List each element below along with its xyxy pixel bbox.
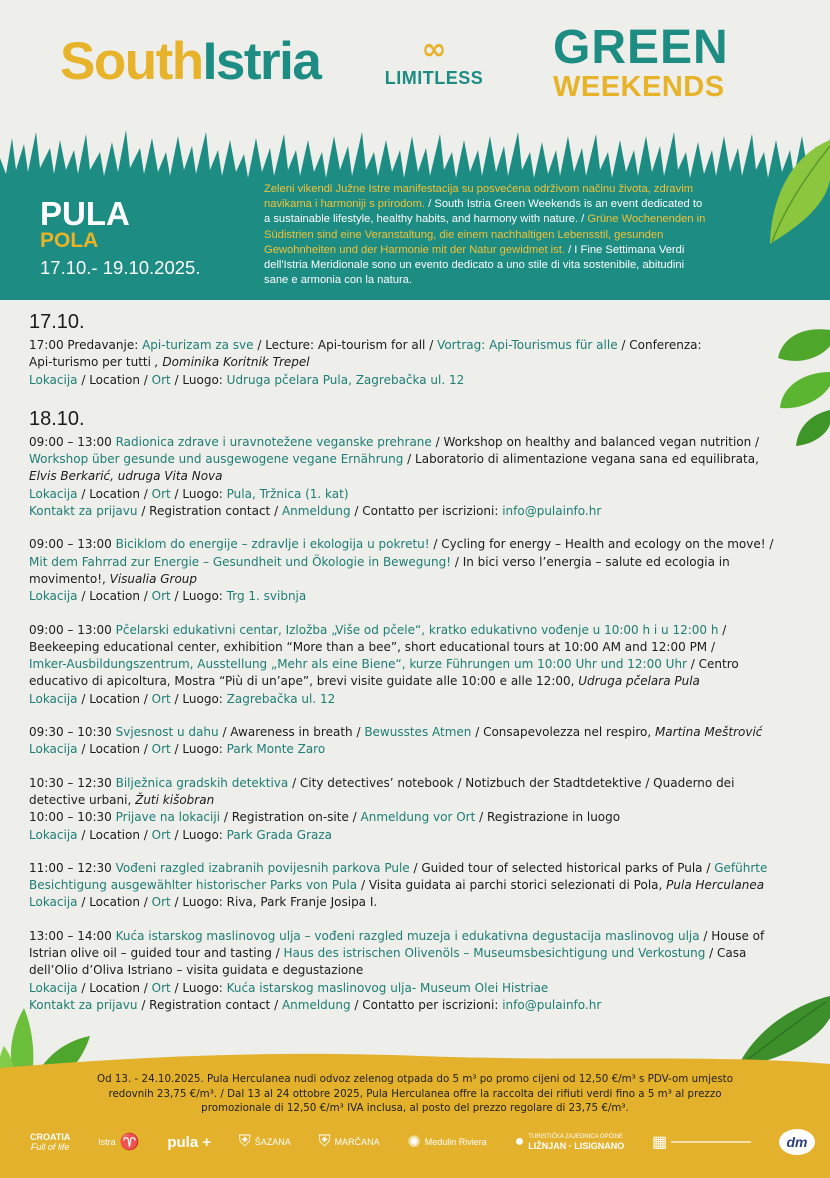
sponsor-logos	[30, 1124, 815, 1160]
goat-icon: ♈	[119, 1134, 140, 1151]
day-heading: 18.10.	[29, 407, 85, 430]
day-heading: 17.10.	[29, 311, 85, 333]
registration-contact: Kontakt za prijavu / Registration contact / Anmeldung / Contatto per iscrizioni: info@pulainfo.hr	[29, 997, 602, 1012]
sun-icon: ✺	[407, 1134, 421, 1151]
event-item: 17:00 Predavanje: Api-turizam za sve / Lecture: Api-tourism for all / Vortrag: Api-Tourismus für alle / Conferenza: Api-turismo per tutti , Dominika Koritnik Trepel Lokacija / Location / Ort / Luogo: Udruga pčelara Pula, Zagrebačka ul. 12	[29, 337, 799, 389]
event-item: 09:00 – 13:00 Biciklom do energije – zdravlje i ekologija u pokretu! / Cycling for energy – Health and ecology on the move! / Mit dem Fahrrad zur Energie – Gesundheit und Ökologie in Bewegung! / In bici verso l’energia – salute ed ecologia in movimento!, Visualia Group Lokacija / Location / Ort / Luogo: Trg 1. svibnja	[29, 536, 799, 605]
infinity-icon: ∞	[421, 32, 447, 67]
liznjan-logo: ● TURISTIČKA ZAJEDNICA OPĆINE LIŽNJAN · LISIGNANO	[514, 1133, 625, 1151]
grid-icon: ▦	[652, 1134, 668, 1151]
event-location: Lokacija / Location / Ort / Luogo: Park Grada Graza	[29, 827, 333, 842]
marcana-logo: ⛨ MARČANA	[318, 1133, 380, 1150]
south-istria-logo: SouthIstria	[60, 32, 321, 91]
event-program	[29, 310, 799, 1014]
event-item: 10:30 – 12:30 Bilježnica gradskih detektiva / City detectives’ notebook / Notizbuch der Stadtdetektive / Quaderno dei detective urbani, Žuti kišobran 10:00 – 10:30 Prijave na lokaciji / Registration on-site / Anmeldung vor Ort / Registrazione in luogo Lokacija / Location / Ort / Luogo: Park Grada Graza	[29, 775, 799, 844]
registration-info: 10:00 – 10:30 Prijave na lokaciji / Registration on-site / Anmeldung vor Ort / Registrazione in luogo	[29, 810, 621, 825]
event-location: Lokacija / Location / Ort / Luogo: Zagrebačka ul. 12	[29, 691, 336, 706]
registration-contact: Kontakt za prijavu / Registration contact / Anmeldung / Contatto per iscrizioni: info@pulainfo.hr	[29, 504, 602, 519]
event-location: Lokacija / Location / Ort / Luogo: Riva, Park Franje Josipa I.	[29, 895, 378, 910]
event-location: Lokacija / Location / Ort / Luogo: Kuća istarskog maslinovog ulja- Museum Olei Histriae	[29, 980, 549, 995]
green-waste-notice: Od 13. - 24.10.2025. Pula Herculanea nudi odvoz zelenog otpada do 5 m³ po promo cijeni od 12,50 €/m³ s PDV-om umjesto redovnih 23,75 €/m³. / Dal 13 al 24 ottobre 2025, Pula Herculanea offre la raccolta dei rifiuti verdi fino a 5 m³ al prezzo promozionale di 12,50 €/m³ IVA inclusa, al posto del prezzo regolare di 23,75 €/m³.	[96, 1073, 734, 1115]
email-link[interactable]: info@pulainfo.hr	[502, 504, 602, 519]
dm-logo: dm	[779, 1129, 815, 1155]
event-location: Lokacija / Location / Ort / Luogo: Udruga pčelara Pula, Zagrebačka ul. 12	[29, 372, 465, 387]
pula-logo: pula +	[167, 1133, 211, 1151]
crest-icon: ⛨	[238, 1133, 251, 1150]
intro-text: Zeleni vikendi Južne Istre manifestacija su posvećena održivom načinu života, zdravim navikama i harmoniji s prirodom. / South Istria Green Weekends is an event dedicated to a sustainable lifestyle, healthy habits, and harmony with nature. / Grüne Wochenenden in Südistrien sind eine Veranstaltung, die einem nachhaltigen Lebensstil, gesunden Gewohnheiten und der Harmonie mit der Natur gewidmet ist. / I Fine Settimana Verdi dell'Istria Meridionale sono un evento dedicato a uno stile di vita sostenibile, abitudini sane e armonia con la natura.	[264, 183, 706, 287]
medulin-logo: ✺ Medulin Riviera	[407, 1134, 487, 1151]
event-item: 11:00 – 12:30 Vođeni razgled izabranih povijesnih parkova Pule / Guided tour of selected historical parks of Pula / Geführte Besichtigung ausgewählter historischer Parks von Pula / Visita guidata ai parchi storici selezionati di Pola, Pula Herculanea Lokacija / Location / Ort / Luogo: Riva, Park Franje Josipa I.	[29, 860, 799, 912]
header	[0, 0, 830, 150]
ministry-logo	[652, 1132, 751, 1152]
green-weekends-logo: GREEN WEEKENDS	[553, 21, 729, 103]
event-item: 09:30 – 10:30 Svjesnost u dahu / Awareness in breath / Bewusstes Atmen / Consapevolezza nel respiro, Martina Meštrović Lokacija / Location / Ort / Luogo: Park Monte Zaro	[29, 724, 799, 759]
limitless-text: LIMITLESS	[384, 68, 484, 88]
leaf-icon	[768, 140, 830, 248]
event-location: Lokacija / Location / Ort / Luogo: Park Monte Zaro	[29, 742, 326, 757]
istra-logo: Istra ♈	[98, 1134, 140, 1151]
sazana-logo: ⛨ ŠAZANA	[238, 1133, 291, 1150]
event-item: 09:00 – 13:00 Pčelarski edukativni centar, Izložba „Više od pčele“, kratko edukativno vođenje u 10:00 h i u 12:00 h / Beekeeping educational center, exhibition “More than a bee”, short educational tours at 10:00 AM and 12:00 PM / Imker-Ausbildungszentrum, Ausstellung „Mehr als eine Biene“, kurze Führungen um 10:00 Uhr und 12:00 Uhr / Centro educativo di apicoltura, Mostra “Più di un’ape”, brevi visite guidate alle 10:00 e alle 12:00, Udruga pčelara Pula Lokacija / Location / Ort / Luogo: Zagrebačka ul. 12	[29, 622, 799, 708]
event-location: Lokacija / Location / Ort / Luogo: Trg 1. svibnja	[29, 589, 307, 604]
limitless-logo	[378, 32, 490, 89]
event-item: 13:00 – 14:00 Kuća istarskog maslinovog ulja – vođeni razgled muzeja i edukativna degustacija maslinovog ulja / House of Istrian olive oil – guided tour and tasting / Haus des istrischen Olivenöls – Museumsbesichtigung und Verkostung / Casa dell’Olio d’Oliva Istriano – visita guidata e degustazione Lokacija / Location / Ort / Luogo: Kuća istarskog maslinovog ulja- Museum Olei Histriae Kontakt za prijavu / Registration contact / Anmeldung / Contatto per iscrizioni: info@pulainfo.hr	[29, 928, 799, 1014]
event-location: Lokacija / Location / Ort / Luogo: Pula, Tržnica (1. kat)	[29, 486, 349, 501]
croatia-logo: CROATIA Full of life	[30, 1132, 71, 1152]
crest-icon: ⛨	[318, 1133, 331, 1150]
event-dates: 17.10.- 19.10.2025.	[40, 257, 201, 278]
event-item: 09:00 – 13:00 Radionica zdrave i uravnotežene veganske prehrane / Workshop on healthy and balanced vegan nutrition / Workshop über gesunde und ausgewogene vegane Ernährung / Laboratorio di alimentazione vegana sana ed equilibrata, Elvis Berkarić, udruga Vita Nova Lokacija / Location / Ort / Luogo: Pula, Tržnica (1. kat) Kontakt za prijavu / Registration contact / Anmeldung / Contatto per iscrizioni: info@pulainfo.hr	[29, 434, 799, 520]
city-name-italian: POLA	[40, 229, 99, 252]
email-link[interactable]: info@pulainfo.hr	[502, 997, 602, 1012]
circle-icon: ●	[514, 1133, 525, 1150]
city-name: PULA	[40, 195, 130, 232]
